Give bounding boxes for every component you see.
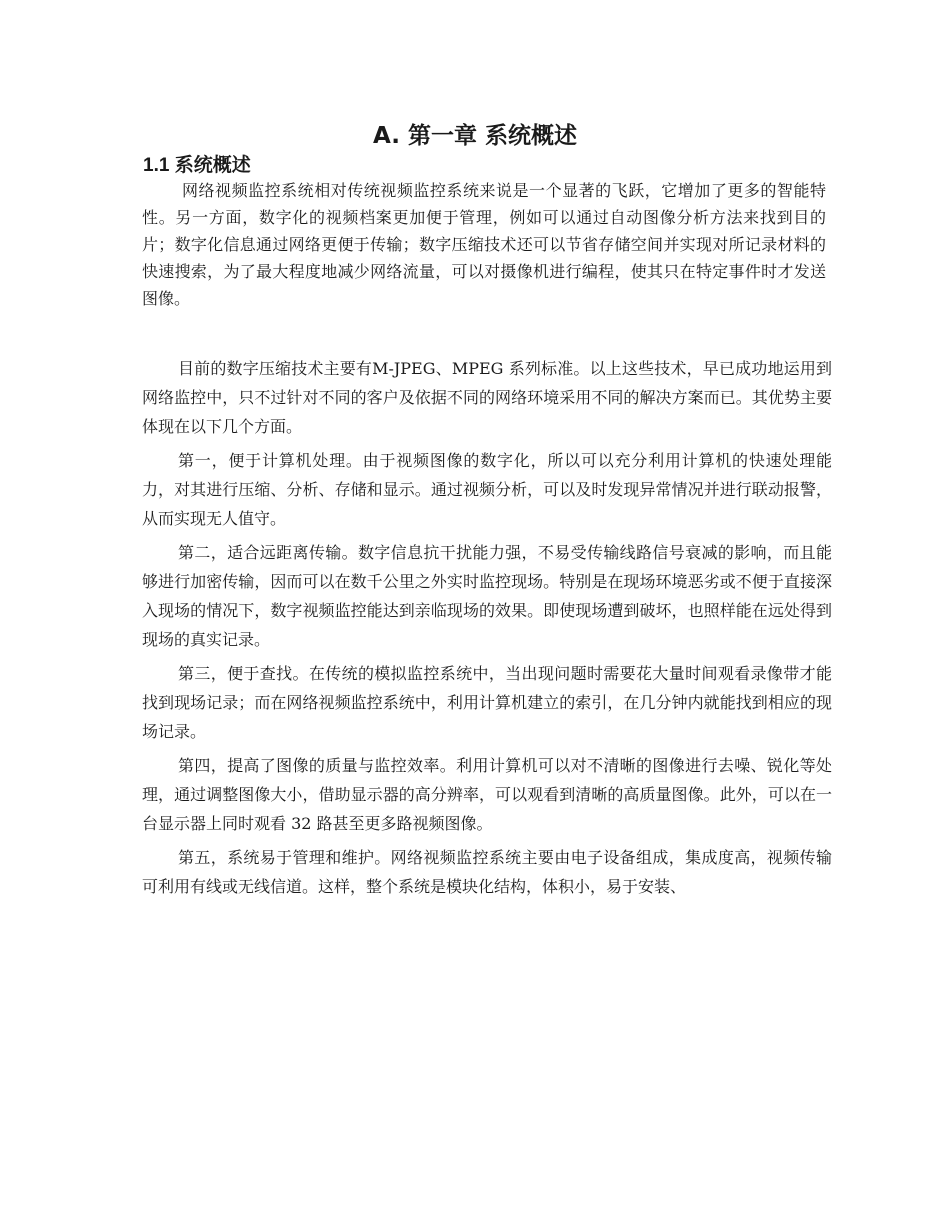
paragraph-advantage-2: 第二，适合远距离传输。数字信息抗干扰能力强，不易受传输线路信号衰减的影响，而且能够进行加密传输，因而可以在数千公里之外实时监控现场。特别是在现场环境恶劣或不便于直接深入现场的情况下，数字视频监控能达到亲临现场的效果。即使现场遭到破坏，也照样能在远处得到现场的真实记录。 xyxy=(142,543,832,649)
paragraph-compression-standards: 目前的数字压缩技术主要有M-JPEG、MPEG 系列标准。以上这些技术，早已成功地运用到网络监控中，只不过针对不同的客户及依据不同的网络环境采用不同的解决方案而已。其优势主要体现在以下几个方面。 xyxy=(142,359,832,436)
paragraph-advantage-5: 第五，系统易于管理和维护。网络视频监控系统主要由电子设备组成，集成度高，视频传输可利用有线或无线信道。这样，整个系统是模块化结构，体积小，易于安装、 xyxy=(142,848,832,896)
body-paragraphs xyxy=(142,354,832,906)
chapter-title: A. 第一章 系统概述 xyxy=(373,123,577,149)
intro-paragraph: 网络视频监控系统相对传统视频监控系统来说是一个显著的飞跃，它增加了更多的智能特性。另一方面，数字化的视频档案更加便于管理，例如可以通过自动图像分析方法来找到目的片；数字化信息通过网络更便于传输；数字压缩技术还可以节省存储空间并实现对所记录材料的快速搜索，为了最大程度地减少网络流量，可以对摄像机进行编程，使其只在特定事件时才发送图像。 xyxy=(142,181,826,308)
paragraph-advantage-1: 第一，便于计算机处理。由于视频图像的数字化，所以可以充分利用计算机的快速处理能力，对其进行压缩、分析、存储和显示。通过视频分析，可以及时发现异常情况并进行联动报警，从而实现无人值守。 xyxy=(142,451,832,528)
paragraph-advantage-4: 第四，提高了图像的质量与监控效率。利用计算机可以对不清晰的图像进行去噪、锐化等处理，通过调整图像大小，借助显示器的高分辨率，可以观看到清晰的高质量图像。此外，可以在一台显示器上同时观看 32 路甚至更多路视频图像。 xyxy=(142,756,832,833)
paragraph-advantage-3: 第三，便于查找。在传统的模拟监控系统中，当出现问题时需要花大量时间观看录像带才能找到现场记录；而在网络视频监控系统中，利用计算机建立的索引，在几分钟内就能找到相应的现场记录。 xyxy=(142,664,832,741)
section-heading: 1.1 系统概述 xyxy=(143,155,251,176)
